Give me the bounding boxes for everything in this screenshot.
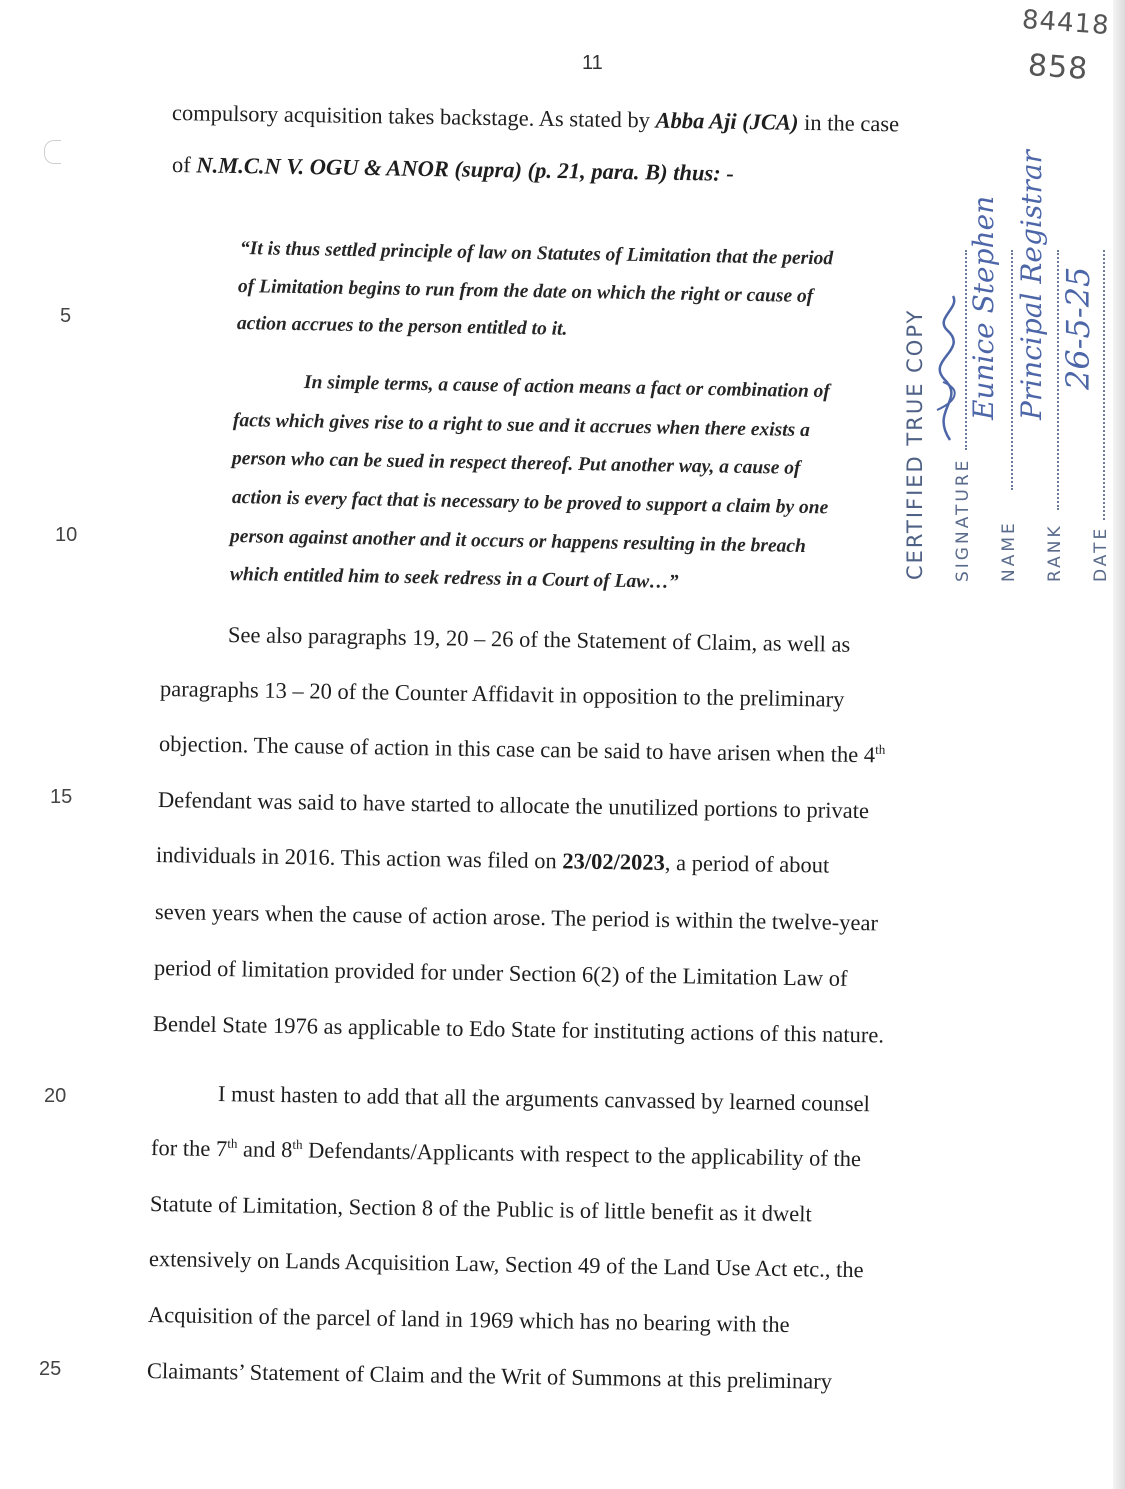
intro-text: compulsory acquisition takes backstage. As stated by (171, 100, 656, 133)
quote-line: of Limitation begins to run from the date on which the right or cause of (237, 276, 814, 308)
stamp-name-label: NAME (999, 520, 1019, 582)
stamp-rank-label: RANK (1045, 523, 1065, 582)
stamp-name-value: Eunice Stephen (967, 195, 1000, 420)
certified-copy-stamp (895, 150, 1111, 590)
quote-line: person who can be sued in respect thereof. Put another way, a cause of (231, 448, 801, 479)
paragraph-text: for the 7 (150, 1135, 228, 1162)
quote-line: action accrues to the person entitled to it. (236, 313, 568, 340)
paragraph-line: Acquisition of the parcel of land in 1969 which has no bearing with the (147, 1302, 790, 1338)
handwritten-page-number: 858 (1026, 47, 1090, 88)
quote-line: which entitled him to seek redress in a Court of Law…” (229, 564, 679, 593)
paragraph-line: Statute of Limitation, Section 8 of the Public is of little benefit as it dwelt (149, 1191, 812, 1227)
paragraph-text: individuals in 2016. This action was filed on (155, 842, 563, 874)
case-citation: N.M.C.N V. OGU & ANOR (supra) (p. 21, para. B) thus: - (196, 152, 735, 186)
paragraph-line: paragraphs 13 – 20 of the Counter Affidavit in opposition to the preliminary (159, 676, 845, 712)
date-dotted-line (1103, 250, 1105, 520)
page-edge-shadow (1113, 0, 1125, 1489)
paragraph-text: objection. The cause of action in this case can be said to have arisen when the 4 (158, 731, 876, 768)
paragraph-line: period of limitation provided for under Section 6(2) of the Limitation Law of (153, 955, 848, 991)
stamp-date-value: 26-5-25 (1059, 266, 1097, 390)
stamp-date-label: DATE (1091, 525, 1111, 582)
ordinal-suffix: th (875, 741, 886, 757)
paragraph-line (151, 1135, 861, 1172)
line-number-10: 10 (55, 524, 78, 546)
paragraph-line: Defendant was said to have started to allocate the unutilized portions to private (157, 787, 870, 824)
name-dotted-line (1011, 250, 1013, 490)
quote-line: “It is thus settled principle of law on Statutes of Limitation that the period (239, 238, 834, 270)
stamp-signature-label: SIGNATURE (953, 457, 973, 582)
filing-date: 23/02/2023 (562, 848, 666, 875)
intro-text: in the case (798, 109, 900, 137)
paragraph-line: extensively on Lands Acquisition Law, Section 49 of the Land Use Act etc., the (148, 1246, 864, 1283)
ordinal-suffix: th (227, 1135, 238, 1151)
quote-line: person against another and it occurs or happens resulting in the breach (229, 526, 807, 558)
paragraph-line: Claimants’ Statement of Claim and the Writ of Summons at this preliminary (146, 1358, 833, 1394)
stamp-title: CERTIFIED TRUE COPY (903, 308, 927, 580)
paragraph-line: seven years when the cause of action arose. The period is within the twelve-year (154, 899, 879, 936)
handwritten-file-number: 84418 (1021, 4, 1111, 42)
intro-text: of (171, 152, 197, 178)
paragraph-line (159, 731, 886, 768)
page-number: 11 (582, 52, 603, 74)
ordinal-suffix: th (292, 1136, 303, 1152)
paragraph-line: See also paragraphs 19, 20 – 26 of the Statement of Claim, as well as (227, 622, 851, 657)
line-number-15: 15 (50, 786, 73, 808)
line-number-25: 25 (39, 1358, 62, 1380)
quote-line: facts which gives rise to a right to sue and it accrues when there exists a (232, 410, 811, 442)
quote-line: In simple terms, a cause of action means a fact or combination of (303, 372, 831, 403)
stamp-rank-value: Principal Registrar (1015, 150, 1048, 420)
paragraph-line: Bendel State 1976 as applicable to Edo State for instituting actions of this nature. (152, 1011, 885, 1048)
intro-line-2 (172, 152, 734, 187)
judge-name: Abba Aji (JCA) (655, 107, 799, 135)
paragraph-text: , a period of about (664, 849, 830, 878)
paragraph-text: and 8 (237, 1136, 293, 1163)
paragraph-line: I must hasten to add that all the arguments canvassed by learned counsel (217, 1081, 871, 1117)
intro-line-1 (172, 100, 900, 137)
paragraph-text: Defendants/Applicants with respect to the applicability of the (302, 1137, 862, 1172)
line-number-5: 5 (60, 305, 72, 327)
quote-line: action is every fact that is necessary to be proved to support a claim by one (231, 487, 829, 519)
line-number-20: 20 (44, 1085, 67, 1107)
paragraph-line (156, 842, 830, 879)
margin-mark (44, 140, 61, 164)
